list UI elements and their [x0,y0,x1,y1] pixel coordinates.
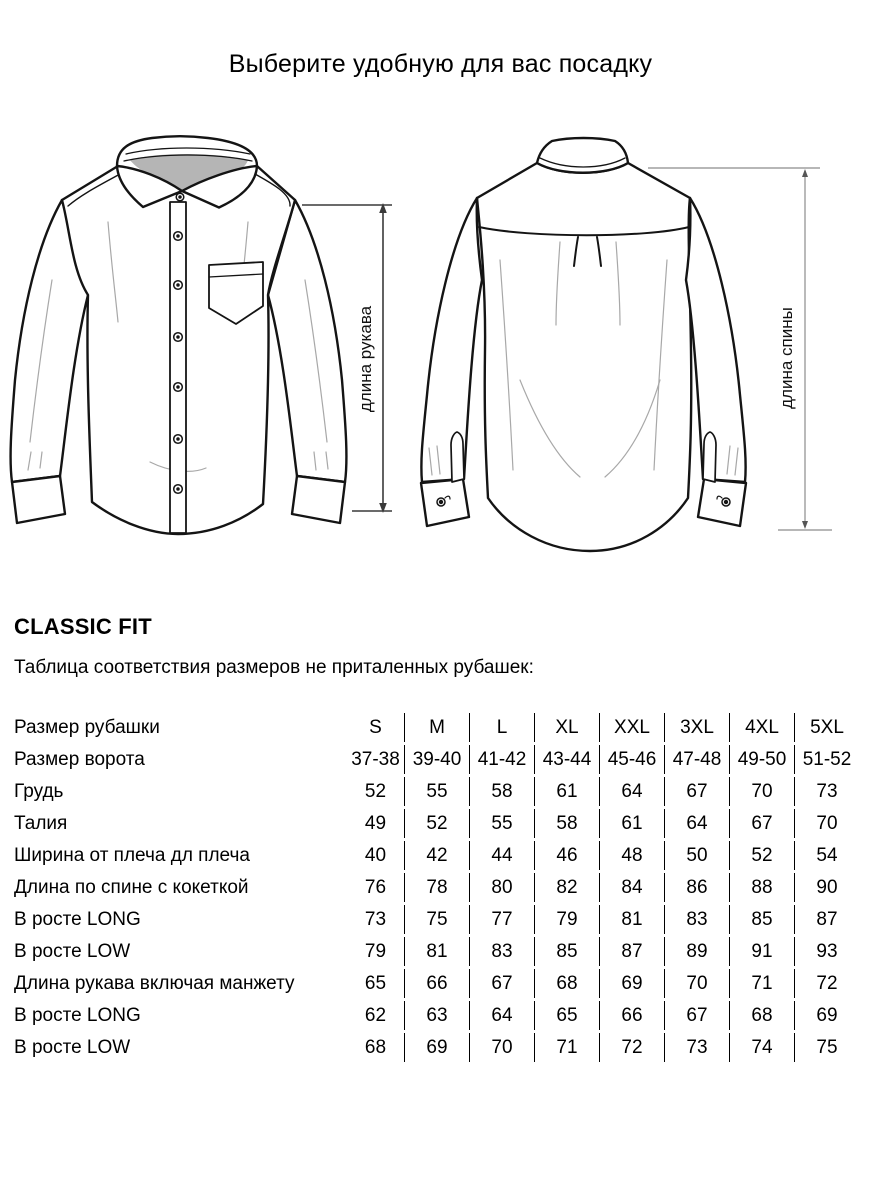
value-cell: 85 [534,937,599,966]
value-cell: 66 [599,1001,664,1030]
table-row [14,969,859,998]
value-cell: 75 [404,905,469,934]
value-cell: 69 [794,1001,859,1030]
value-cell: 86 [664,873,729,902]
value-cell: 66 [404,969,469,998]
value-cell: 85 [729,905,794,934]
value-cell: 40 [364,844,387,866]
value-cell: XL [534,713,599,742]
table-row [14,1001,859,1030]
value-cell: 79 [534,905,599,934]
value-cell: L [469,713,534,742]
value-cell: 64 [664,809,729,838]
value-cell: 68 [534,969,599,998]
value-cell: 67 [729,809,794,838]
value-cell: 72 [794,969,859,998]
value-cell: 61 [599,809,664,838]
value-cell: 68 [364,1036,387,1058]
value-cell: 63 [404,1001,469,1030]
row-label: Грудь [14,780,64,802]
value-cell: 51-52 [794,745,859,774]
value-cell: 64 [469,1001,534,1030]
value-cell: 70 [794,809,859,838]
value-cell: S [369,716,382,738]
value-cell: 74 [729,1033,794,1062]
value-cell: 62 [364,1004,387,1026]
value-cell: 58 [534,809,599,838]
table-row [14,873,859,902]
table-row [14,713,859,742]
value-cell: 80 [469,873,534,902]
row-label: В росте LONG [14,1004,141,1026]
value-cell: 55 [469,809,534,838]
value-cell: 91 [729,937,794,966]
row-label: Ширина от плеча дл плеча [14,844,250,866]
value-cell: 79 [364,940,387,962]
value-cell: 55 [404,777,469,806]
value-cell: 89 [664,937,729,966]
sleeve-length-label: длина рукава [356,305,375,413]
value-cell: 70 [729,777,794,806]
value-cell: M [404,713,469,742]
value-cell: 44 [469,841,534,870]
value-cell: 5XL [794,713,859,742]
shirts-technical-drawing [0,130,881,582]
table-row [14,745,859,774]
value-cell: 70 [469,1033,534,1062]
value-cell: 65 [534,1001,599,1030]
value-cell: 68 [729,1001,794,1030]
value-cell: 52 [729,841,794,870]
value-cell: 47-48 [664,745,729,774]
back-length-label: длина спины [777,307,796,409]
value-cell: 39-40 [404,745,469,774]
value-cell: 84 [599,873,664,902]
size-table-body [14,713,859,1062]
value-cell: 72 [599,1033,664,1062]
value-cell: 58 [469,777,534,806]
value-cell: 73 [664,1033,729,1062]
value-cell: 45-46 [599,745,664,774]
value-cell: 37-38 [351,748,400,770]
value-cell: 67 [469,969,534,998]
value-cell: 69 [404,1033,469,1062]
value-cell: 90 [794,873,859,902]
value-cell: 82 [534,873,599,902]
row-label: Размер ворота [14,748,145,770]
value-cell: 42 [404,841,469,870]
value-cell: 71 [729,969,794,998]
value-cell: 65 [364,972,387,994]
value-cell: 77 [469,905,534,934]
size-table [14,710,859,1065]
value-cell: 69 [599,969,664,998]
value-cell: 52 [364,780,387,802]
value-cell: 83 [664,905,729,934]
table-row [14,937,859,966]
value-cell: 87 [599,937,664,966]
value-cell: 67 [664,777,729,806]
value-cell: 61 [534,777,599,806]
table-row [14,905,859,934]
back-shirt-drawing [421,138,746,551]
value-cell: 81 [404,937,469,966]
row-label: В росте LOW [14,940,131,962]
page-title: Выберите удобную для вас посадку [228,50,653,78]
table-row [14,809,859,838]
value-cell: 81 [599,905,664,934]
value-cell: 46 [534,841,599,870]
value-cell: 93 [794,937,859,966]
table-row [14,841,859,870]
table-row [14,777,859,806]
shirt-figure [0,130,881,582]
value-cell: 50 [664,841,729,870]
table-subtitle: Таблица соответствия размеров не приталенных рубашек: [14,657,534,678]
value-cell: 52 [404,809,469,838]
value-cell: 83 [469,937,534,966]
row-label: Длина по спине с кокеткой [14,876,249,898]
value-cell: 4XL [729,713,794,742]
row-label: Талия [14,812,68,834]
value-cell: XXL [599,713,664,742]
value-cell: 49 [364,812,387,834]
value-cell: 73 [364,908,387,930]
value-cell: 43-44 [534,745,599,774]
row-label: В росте LOW [14,1036,131,1058]
value-cell: 67 [664,1001,729,1030]
value-cell: 3XL [664,713,729,742]
value-cell: 70 [664,969,729,998]
value-cell: 76 [364,876,387,898]
value-cell: 78 [404,873,469,902]
value-cell: 49-50 [729,745,794,774]
row-label: В росте LONG [14,908,141,930]
fit-heading: CLASSIC FIT [14,614,152,639]
value-cell: 64 [599,777,664,806]
value-cell: 87 [794,905,859,934]
front-shirt-drawing [11,136,347,534]
value-cell: 73 [794,777,859,806]
value-cell: 71 [534,1033,599,1062]
value-cell: 88 [729,873,794,902]
value-cell: 41-42 [469,745,534,774]
value-cell: 48 [599,841,664,870]
value-cell: 75 [794,1033,859,1062]
table-row [14,1033,859,1062]
row-label: Длина рукава включая манжету [14,972,295,994]
value-cell: 54 [794,841,859,870]
row-label: Размер рубашки [14,716,160,738]
